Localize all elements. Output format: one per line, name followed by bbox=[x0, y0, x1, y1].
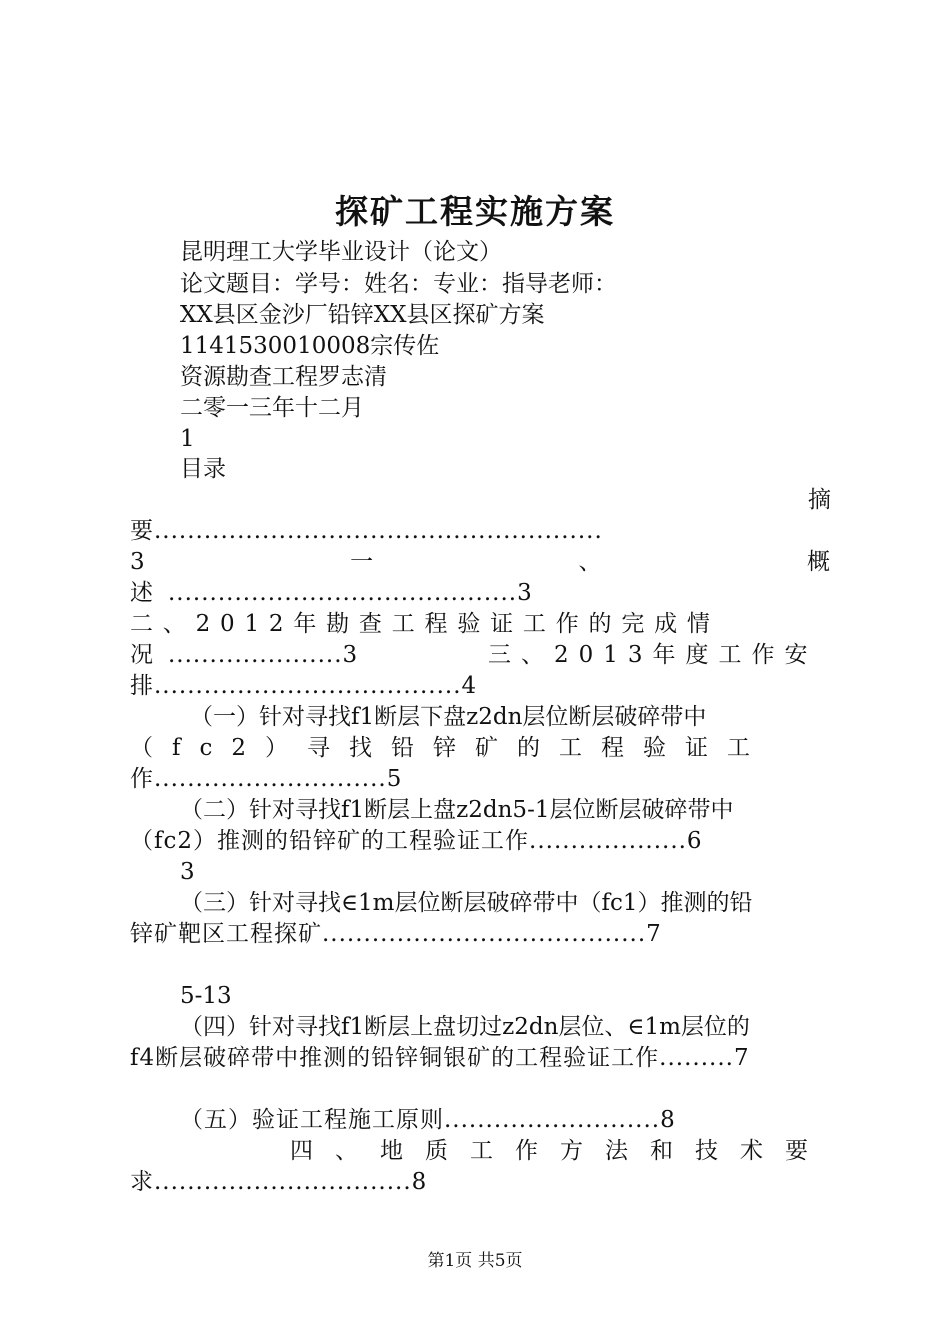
toc-overview-sep: 、 bbox=[578, 549, 602, 575]
toc-item-4-head: （四）针对寻找f1断层上盘切过z2dn层位、∈1m层位的 bbox=[180, 1014, 750, 1040]
toc-item-1-mid: （fc2）寻找铅锌矿的工程验证工 bbox=[130, 735, 770, 761]
toc-section-3-entry: 排.....................................4 bbox=[130, 673, 478, 699]
toc-overview-dots: ..........................................3 bbox=[168, 580, 533, 606]
toc-overview-tail: 述 bbox=[130, 580, 153, 606]
toc-section-2-head: 二、2012年勘查工程验证工作的完成情 bbox=[130, 611, 720, 637]
toc-stray-number: 3 bbox=[180, 859, 195, 885]
toc-overview-num: 一 bbox=[350, 549, 374, 575]
toc-stray-range: 5-13 bbox=[180, 983, 232, 1009]
thesis-fields-line: 论文题目：学号：姓名：专业：指导老师： bbox=[180, 271, 617, 297]
toc-abstract-entry: 要...................................................... bbox=[130, 518, 603, 544]
toc-heading: 目录 bbox=[180, 456, 226, 482]
toc-section-2-tail: 况 bbox=[130, 642, 153, 668]
toc-section-3-head: 三、2013年度工作安 bbox=[488, 642, 818, 668]
toc-item-5-entry: （五）验证工程施工原则..........................8 bbox=[180, 1107, 676, 1133]
toc-overview-head: 概 bbox=[807, 549, 830, 575]
toc-item-3-head: （三）针对寻找∈1m层位断层破碎带中（fc1）推测的铅 bbox=[180, 890, 753, 916]
toc-item-2-entry: （fc2）推测的铅锌矿的工程验证工作...................6 bbox=[130, 828, 703, 854]
student-line: 1141530010008宗传佐 bbox=[180, 333, 440, 359]
toc-section-2-dots: .....................3 bbox=[168, 642, 359, 668]
toc-overview-row bbox=[130, 548, 830, 576]
university-line: 昆明理工大学毕业设计（论文） bbox=[180, 239, 502, 265]
toc-section-4-head: 四、地质工作方法和技术要 bbox=[290, 1138, 830, 1164]
document-title: 探矿工程实施方案 bbox=[335, 192, 615, 231]
toc-abstract-head: 摘 bbox=[808, 487, 831, 513]
toc-page-ref: 3 bbox=[130, 549, 145, 575]
toc-item-4-entry: f4断层破碎带中推测的铅锌铜银矿的工程验证工作.........7 bbox=[130, 1045, 750, 1071]
toc-item-1-entry: 作............................5 bbox=[130, 766, 403, 792]
toc-item-1-head: （一）针对寻找f1断层下盘z2dn层位断层破碎带中 bbox=[190, 704, 707, 730]
date-line: 二零一三年十二月 bbox=[180, 395, 364, 421]
major-advisor-line: 资源勘查工程罗志清 bbox=[180, 364, 387, 390]
toc-item-3-entry: 锌矿靶区工程探矿.......................................7 bbox=[130, 921, 662, 947]
page-footer: 第1页 共5页 bbox=[427, 1251, 523, 1271]
toc-section-4-entry: 求...............................8 bbox=[130, 1169, 428, 1195]
cover-page-number: 1 bbox=[180, 426, 195, 452]
toc-item-2-head: （二）针对寻找f1断层上盘z2dn5-1层位断层破碎带中 bbox=[180, 797, 734, 823]
thesis-title-line: XX县区金沙厂铅锌XX县区探矿方案 bbox=[180, 302, 545, 328]
